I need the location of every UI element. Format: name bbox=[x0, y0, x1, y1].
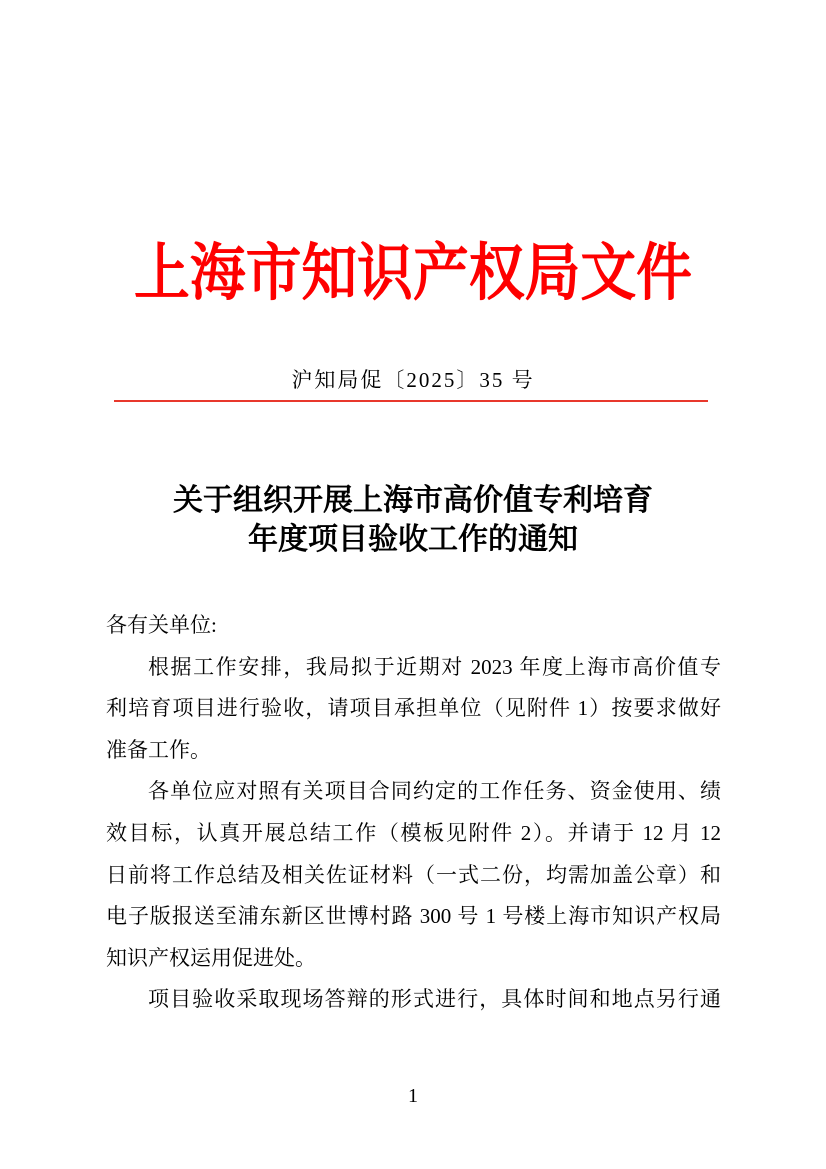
body-line: 项目验收采取现场答辩的形式进行，具体时间和地点另行通 bbox=[148, 987, 721, 1012]
document-header-title: 上海市知识产权局文件 bbox=[133, 240, 692, 308]
body-line: 日前将工作总结及相关佐证材料（一式二份，均需加盖公章）和 bbox=[106, 862, 721, 887]
document-body bbox=[106, 605, 721, 1021]
subject-title-line-2: 年度项目验收工作的通知 bbox=[248, 523, 578, 556]
red-separator-line bbox=[114, 400, 708, 402]
body-line: 根据工作安排，我局拟于近期对 2023 年度上海市高价值专 bbox=[148, 654, 721, 679]
body-line: 电子版报送至浦东新区世博村路 300 号 1 号楼上海市知识产权局 bbox=[106, 904, 721, 929]
page-number: 1 bbox=[408, 1085, 418, 1107]
subject-title bbox=[0, 481, 826, 559]
subject-title-line-1: 关于组织开展上海市高价值专利培育 bbox=[173, 484, 653, 517]
document-number: 沪知局促〔2025〕35 号 bbox=[291, 368, 535, 392]
body-line: 效目标，认真开展总结工作（模板见附件 2）。并请于 12 月 12 bbox=[106, 820, 721, 845]
body-line: 各有关单位: bbox=[106, 613, 217, 637]
body-line: 准备工作。 bbox=[106, 737, 211, 762]
body-line: 各单位应对照有关项目合同约定的工作任务、资金使用、绩 bbox=[148, 779, 721, 804]
body-line: 知识产权运用促进处。 bbox=[106, 945, 316, 970]
body-line: 利培育项目进行验收，请项目承担单位（见附件 1）按要求做好 bbox=[106, 696, 721, 721]
